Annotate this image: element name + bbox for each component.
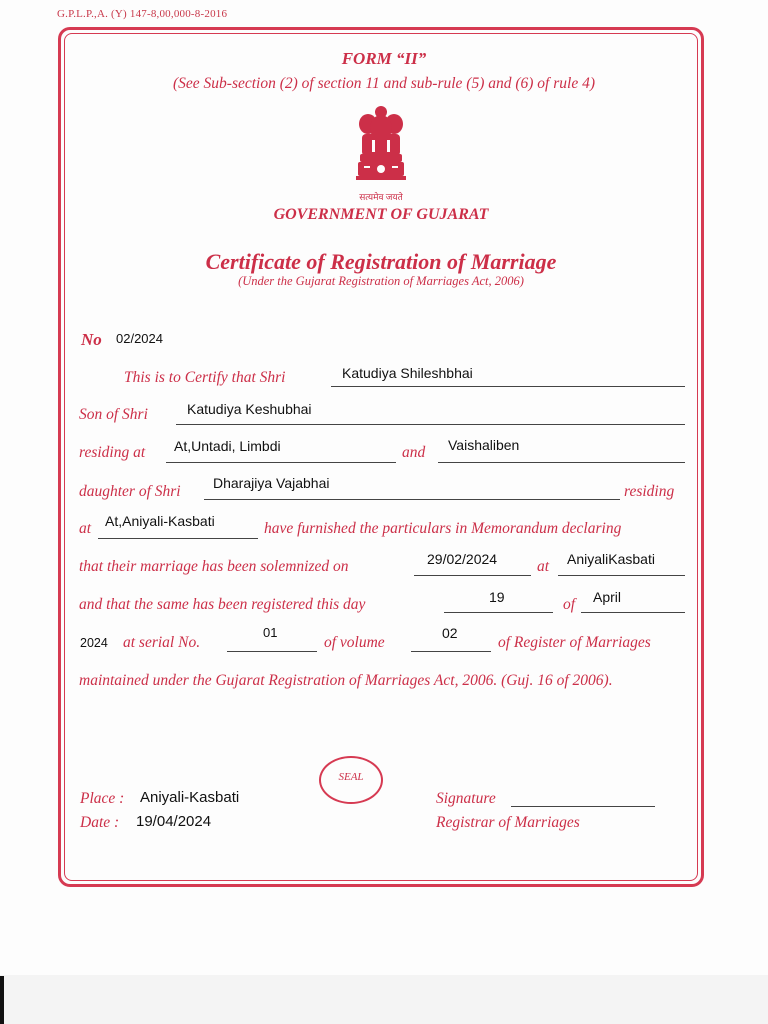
bride-father-line (204, 499, 620, 500)
bride-residence-line (98, 538, 258, 539)
serial-number: 01 (263, 625, 278, 640)
form-title: FORM “II” (341, 49, 427, 68)
registration-month: April (593, 589, 622, 605)
marriage-date-line (414, 575, 531, 576)
groom-residence: At,Untadi, Limbdi (174, 438, 281, 454)
scan-edge-mark (0, 976, 4, 1024)
at-label: at (79, 520, 92, 537)
residing-label: residing (624, 483, 675, 500)
registered-text: and that the same has been registered this day (79, 596, 366, 613)
at-label-2: at (537, 558, 550, 575)
marriage-place-line (558, 575, 685, 576)
son-of-label: Son of Shri (79, 406, 148, 423)
certify-label: This is to Certify that Shri (124, 369, 286, 386)
volume-number: 02 (442, 625, 458, 641)
groom-name-line (331, 386, 685, 387)
place-value: Aniyali-Kasbati (140, 789, 240, 806)
bride-residence: At,Aniyali-Kasbati (105, 513, 215, 529)
groom-father-name: Katudiya Keshubhai (187, 401, 312, 417)
residing-at-label: residing at (79, 444, 146, 461)
certificate-title: Certificate of Registration of Marriage (205, 249, 557, 274)
solemnized-text: that their marriage has been solemnized on (79, 558, 349, 575)
registration-day-line (444, 612, 553, 613)
register-text: of Register of Marriages (498, 634, 651, 651)
signature-label: Signature (436, 790, 496, 807)
place-label: Place : (80, 790, 125, 807)
groom-father-line (176, 424, 685, 425)
bride-name-line (438, 462, 685, 463)
emblem-motto: सत्यमेव जयते (359, 192, 403, 202)
furnished-text: have furnished the particulars in Memorandum declaring (264, 520, 622, 537)
date-label: Date : (80, 814, 120, 831)
serial-no-line (227, 651, 317, 652)
marriage-place: AniyaliKasbati (567, 551, 655, 567)
marriage-date: 29/02/2024 (427, 551, 498, 567)
registration-month-line (581, 612, 685, 613)
of-label: of (563, 596, 576, 613)
signature-line (511, 806, 655, 807)
government-heading: GOVERNMENT OF GUJARAT (273, 206, 489, 223)
form-subtitle: (See Sub-section (2) of section 11 and sub-rule (5) and (6) of rule 4) (173, 75, 595, 92)
scan-margin (0, 975, 768, 1024)
and-label: and (402, 444, 426, 461)
serial-label: at serial No. (123, 634, 201, 651)
certificate-subtitle: (Under the Gujarat Registration of Marriages Act, 2006) (238, 274, 524, 288)
ashoka-emblem-icon (348, 104, 414, 196)
maintained-text: maintained under the Gujarat Registration of Marriages Act, 2006. (Guj. 16 of 2006). (79, 672, 613, 689)
print-code: G.P.L.P.,A. (Y) 147-8,00,000-8-2016 (57, 8, 228, 20)
registration-year: 2024 (80, 636, 108, 650)
bride-name: Vaishaliben (448, 437, 520, 453)
groom-name: Katudiya Shileshbhai (342, 365, 473, 381)
number-label: No (81, 330, 102, 349)
seal-label: SEAL (338, 771, 364, 783)
volume-label: of volume (324, 634, 385, 651)
date-value: 19/04/2024 (136, 813, 212, 830)
groom-residence-line (166, 462, 396, 463)
daughter-of-label: daughter of Shri (79, 483, 181, 500)
registrar-label: Registrar of Marriages (436, 814, 580, 831)
registration-day: 19 (489, 589, 505, 605)
certificate-number: 02/2024 (116, 331, 163, 346)
bride-father-name: Dharajiya Vajabhai (213, 475, 330, 491)
volume-line (411, 651, 491, 652)
